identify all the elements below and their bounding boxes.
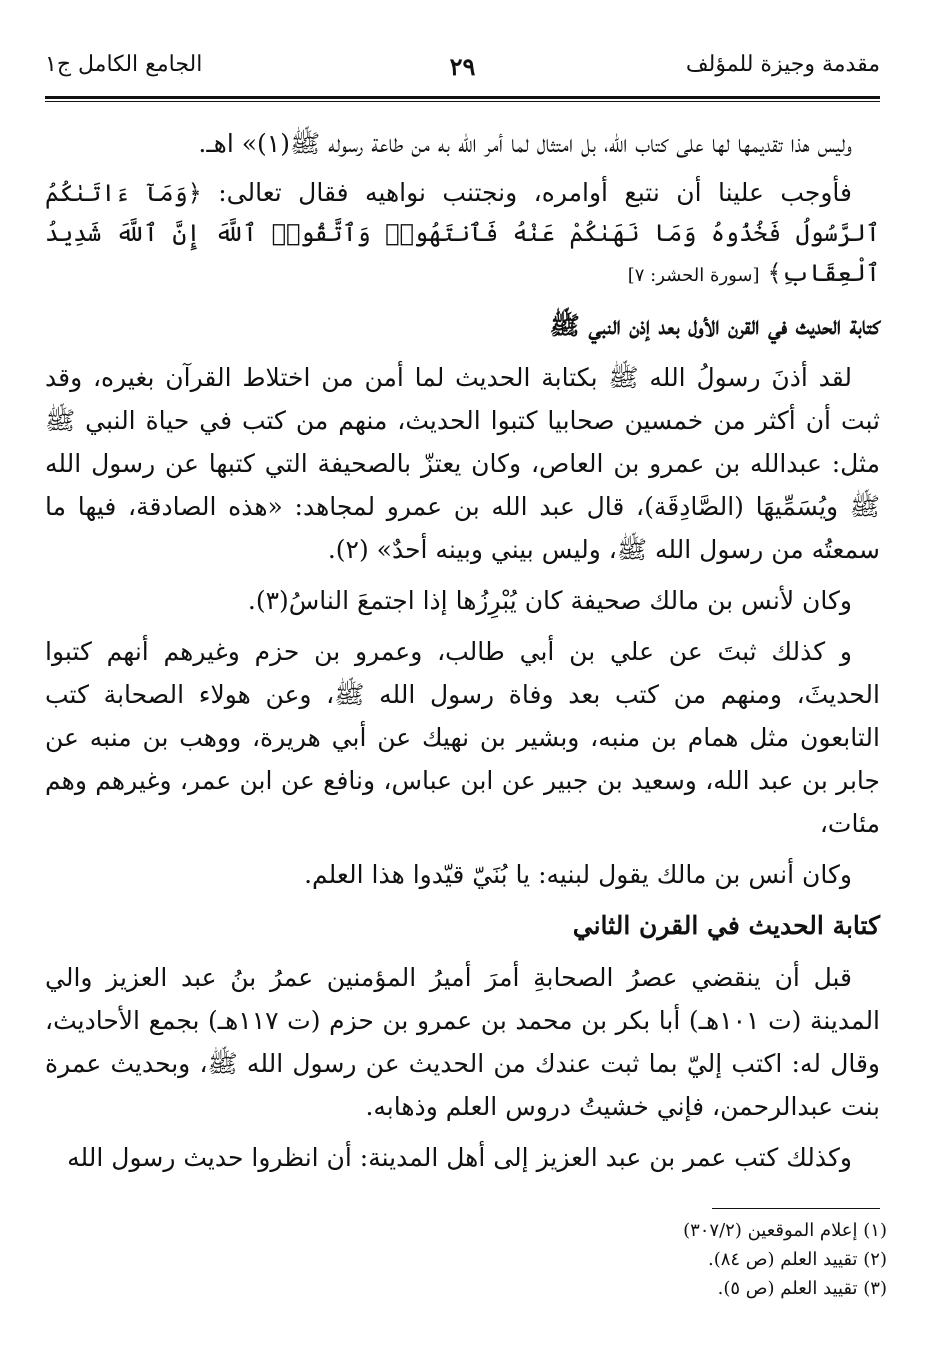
book-title: الجامع الكامل ج١ <box>45 52 203 77</box>
page-number: ٢٩ <box>449 52 476 81</box>
quran-verse: ﴿وَمَآ ءَاتَىٰكُمُ ٱلرَّسُولُ فَخُذُوهُ وَمَا نَهَىٰكُمْ عَنْهُ فَٱنتَهُوا۟ وَٱتَّقُوا۟ ٱللَّهَ إِنَّ ٱللَّهَ شَدِيدُ ٱلْعِقَابِ﴾ <box>45 179 880 287</box>
paragraph-1: وليس هذا تقديمها لها على كتاب الله، بل امتثال لما أمر الله به من طاعة رسوله ﷺ(١)» اهـ. <box>198 129 852 158</box>
paragraph-5: و كذلك ثبتَ عن علي بن أبي طالب، وعمرو بن حزم وغيرهم أنهم كتبوا الحديثَ، ومنهم من كتب بعد وفاة رسول الله ﷺ، وعن هولاء الصحابة كتب التابعون مثل همام بن منبه، وبشير بن نهيك عن أبي هريرة، ووهب بن منبه عن جابر بن عبد الله، وسعيد بن جبير عن ابن عباس، ونافع عن ابن عمر، وغيرهم وهم مئات، <box>45 637 880 838</box>
footnotes <box>367 1216 887 1303</box>
section-title: مقدمة وجيزة للمؤلف <box>685 52 880 77</box>
section-heading-second-century: كتابة الحديث في القرن الثاني <box>572 911 880 940</box>
paragraph-8: وكذلك كتب عمر بن عبد العزيز إلى أهل المدينة: أن انظروا حديث رسول الله <box>67 1143 852 1172</box>
header-rule-thin <box>45 101 880 102</box>
paragraph-4: وكان لأنس بن مالك صحيفة كان يُبْرِزُها إذا اجتمعَ الناسُ(٣). <box>247 586 852 615</box>
paragraph-2-intro: فأوجب علينا أن نتبع أوامره، ونجتنب نواهيه فقال تعالى: <box>218 178 852 207</box>
footnote-separator <box>712 1208 880 1209</box>
page-body <box>45 122 880 1187</box>
footnote-1: (١) إعلام الموقعين (٣٠٧/٢) <box>683 1220 887 1241</box>
page-header <box>45 52 880 96</box>
paragraph-7: قبل أن ينقضي عصرُ الصحابةِ أمرَ أميرُ المؤمنين عمرُ بنُ عبد العزيز والي المدينة (ت ١٠١هـ) أبا بكر بن محمد بن عمرو بن حزم (ت ١١٧هـ) بجمع الأحاديث، وقال له: اكتب إليّ بما ثبت عندك من الحديث عن رسول الله ﷺ، وبحديث عمرة بنت عبدالرحمن، فإني خشيتُ دروس العلم وذهابه. <box>45 963 881 1121</box>
paragraph-6: وكان أنس بن مالك يقول لبنيه: يا بُنَيّ قيّدوا هذا العلم. <box>304 860 852 889</box>
footnote-3: (٣) تقييد العلم (ص ٥). <box>717 1278 887 1299</box>
header-rule-thick <box>45 96 880 99</box>
paragraph-2 <box>45 173 880 296</box>
section-heading-first-century: كتابة الحديث في القرن الأول بعد إذن النبي ﷺ <box>549 311 880 340</box>
footnote-2: (٢) تقييد العلم (ص ٨٤). <box>707 1249 887 1270</box>
surah-reference: [سورة الحشر: ٧] <box>627 265 760 286</box>
paragraph-3: لقد أذنَ رسولُ الله ﷺ بكتابة الحديث لما أمن من اختلاط القرآن بغيره، وقد ثبت أن أكثر من خمسين صحابيا كتبوا الحديث، منهم من كتب في حياة النبي ﷺ مثل: عبدالله بن عمرو بن العاص، وكان يعتزّ بالصحيفة التي كتبها عن رسول الله ﷺ ويُسَمِّيهَا (الصَّادِقَة)، قال عبد الله بن عمرو لمجاهد: «هذه الصادقة، فيها ما سمعتُه من رسول الله ﷺ، وليس بيني وبينه أحدٌ» (٢). <box>45 363 880 564</box>
